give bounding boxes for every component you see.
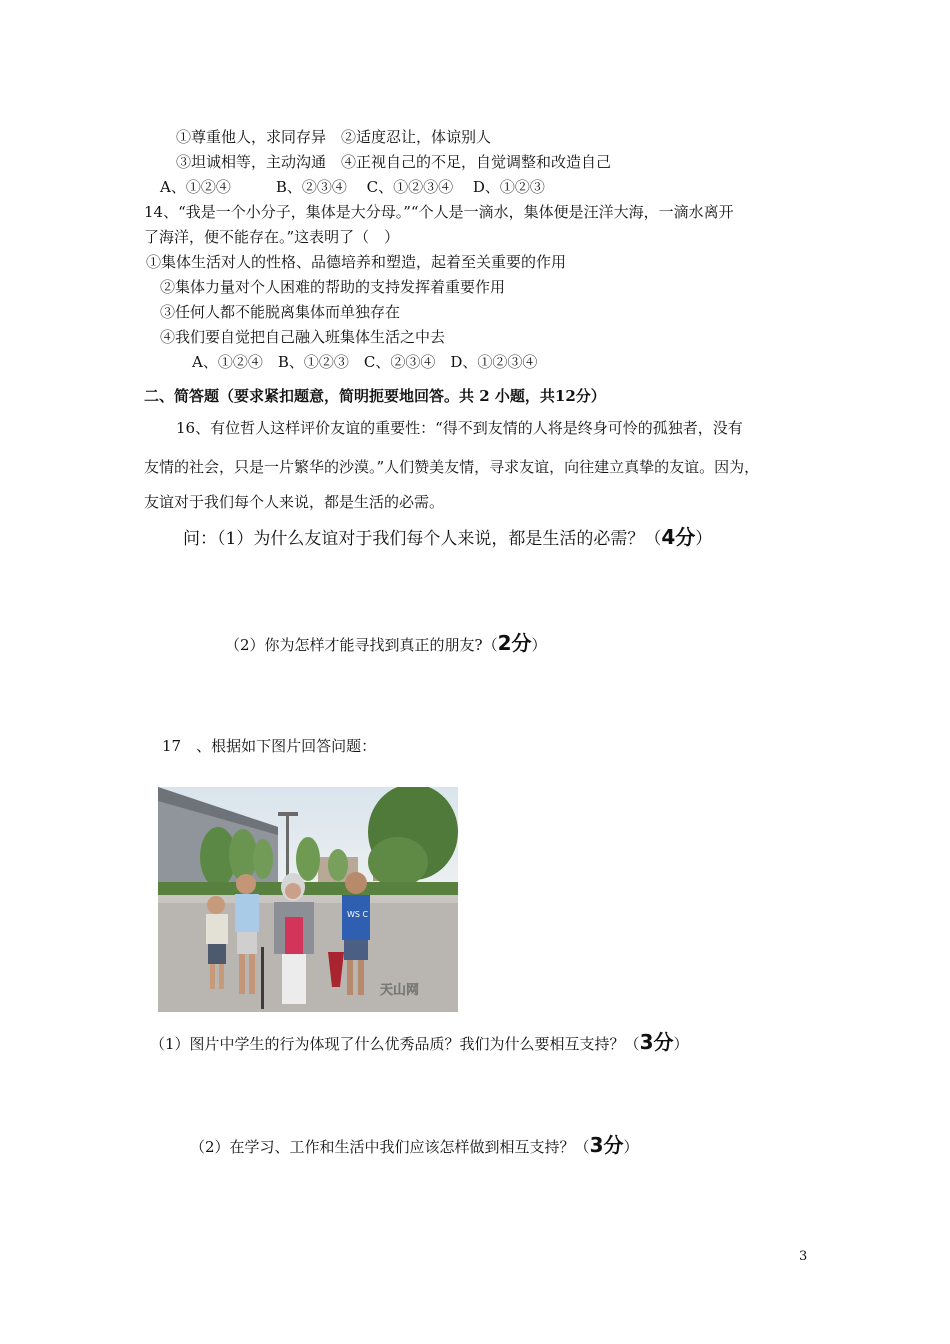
q16-sub1-close: ） <box>695 529 713 549</box>
q17-stem: 17 、根据如下图片回答问题： <box>162 737 377 755</box>
q17-sub1-close: ） <box>673 1035 689 1053</box>
q17-photo-shirt-text: WS C <box>347 910 369 919</box>
q13-choices: A、①②④ B、②③④ C、①②③④ D、①②③ <box>160 178 545 196</box>
q17-photo <box>158 787 458 1012</box>
q17-sub2-close: ） <box>623 1138 639 1156</box>
q16-sub1-open: （ <box>644 529 662 549</box>
q17-sub-question-1 <box>150 1032 689 1054</box>
q14-stem-line-1: 14、“我是一个小分子，集体是大分母。”“个人是一滴水，集体便是汪洋大海，一滴水离开 <box>144 203 734 221</box>
q16-sub1-text: 问：（1）为什么友谊对于我们每个人来说，都是生活的必需？ <box>183 529 645 549</box>
q17-sub1-text: （1）图片中学生的行为体现了什么优秀品质？我们为什么要相互支持？ <box>150 1035 625 1053</box>
q14-option-2: ②集体力量对个人困难的帮助的支持发挥着重要作用 <box>160 278 506 296</box>
q17-sub2-text: （2）在学习、工作和生活中我们应该怎样做到相互支持？ <box>190 1138 575 1156</box>
q16-sub-question-2 <box>225 633 547 655</box>
q16-paragraph-line-2: 友情的社会，只是一片繁华的沙漠。”人们赞美友情，寻求友谊，向往建立真挚的友谊。因为， <box>144 458 760 476</box>
q16-sub2-close: ） <box>531 636 547 654</box>
q17-sub-question-2 <box>190 1135 639 1157</box>
q14-option-3: ③任何人都不能脱离集体而单独存在 <box>160 303 401 321</box>
q16-sub2-score: 2分 <box>497 631 532 655</box>
page-number: 3 <box>799 1249 808 1264</box>
q17-sub2-open: （ <box>574 1138 590 1156</box>
q16-sub2-open: （ <box>482 636 498 654</box>
q17-sub2-score: 3分 <box>589 1133 624 1157</box>
section-heading: 二、简答题（要求紧扣题意，简明扼要地回答。共 2 小题，共12分） <box>144 387 606 405</box>
q14-option-4: ④我们要自觉把自己融入班集体生活之中去 <box>160 328 446 346</box>
q14-choices: A、①②④ B、①②③ C、②③④ D、①②③④ <box>192 353 538 371</box>
q16-sub1-score: 4分 <box>661 525 696 549</box>
q16-paragraph-line-3: 友谊对于我们每个人来说，都是生活的必需。 <box>144 493 445 511</box>
q16-paragraph-line-1: 16、有位哲人这样评价友谊的重要性：“得不到友情的人将是终身可怜的孤独者，没有 <box>176 419 743 437</box>
q16-sub2-text: （2）你为怎样才能寻找到真正的朋友? <box>225 636 483 654</box>
q17-sub1-open: （ <box>624 1035 640 1053</box>
q14-option-1: ①集体生活对人的性格、品德培养和塑造，起着至关重要的作用 <box>146 253 567 271</box>
q17-photo-drawing <box>158 787 458 1012</box>
q13-option-line-1: ①尊重他人，求同存异 ②适度忍让，体谅别人 <box>176 128 492 146</box>
q16-sub-question-1 <box>183 527 712 549</box>
q13-option-line-2: ③坦诚相等，主动沟通 ④正视自己的不足，自觉调整和改造自己 <box>176 153 612 171</box>
q14-stem-line-2: 了海洋，便不能存在。”这表明了（ ） <box>144 228 400 246</box>
q17-photo-watermark: 天山网 <box>380 983 420 998</box>
q17-sub1-score: 3分 <box>639 1030 674 1054</box>
